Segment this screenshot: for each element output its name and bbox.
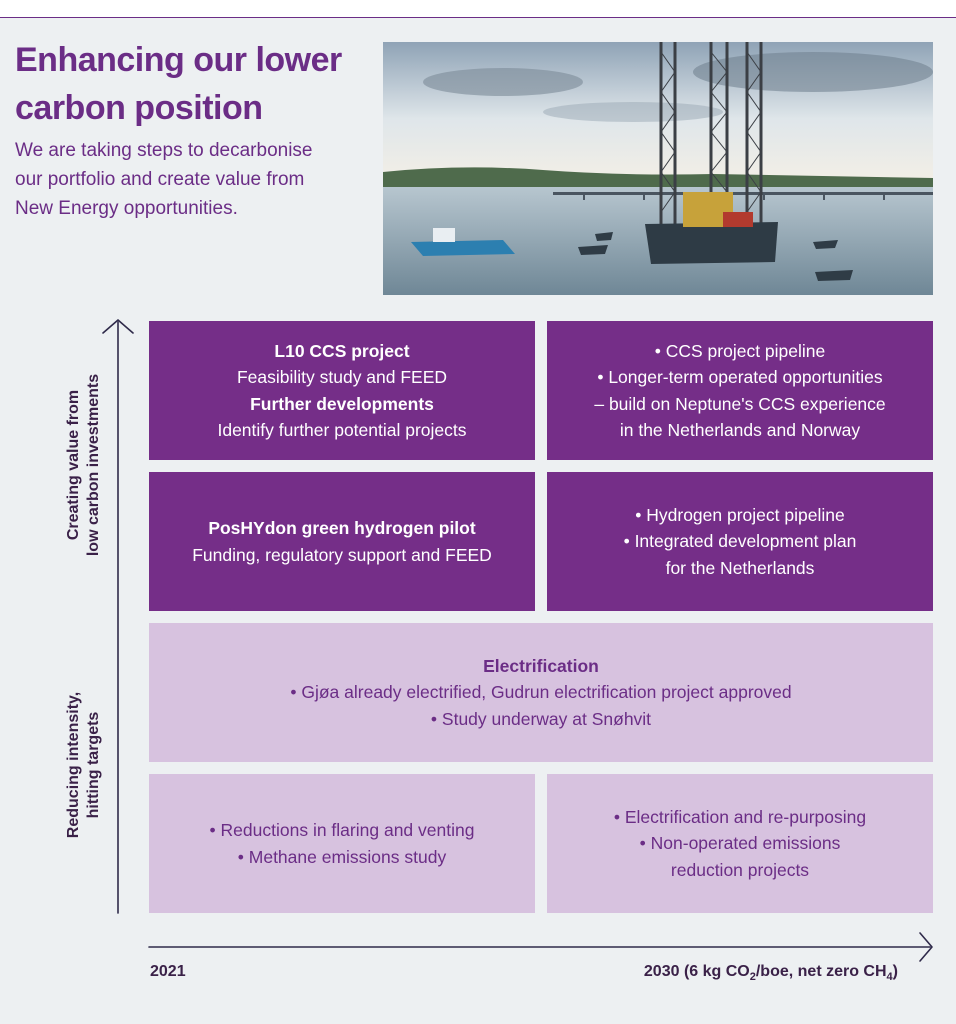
hydrogen-pilot-heading: PosHYdon green hydrogen pilot [208,518,476,538]
y-axis-upper-label [64,355,104,575]
ccs-future-line-3: – build on Neptune's CCS experience [594,393,886,414]
intro-line-1: We are taking steps to decarbonise [15,140,313,161]
x-axis-start-label: 2021 [150,963,186,980]
x-end-sub-1: 2 [749,971,756,984]
hydrogen-future-line-3: for the Netherlands [665,557,815,578]
ccs-project-text: Feasibility study and FEED [236,367,448,387]
x-end-prefix: 2030 (6 kg CO [643,963,750,980]
ccs-project-heading: L10 CCS project [274,340,410,361]
ccs-future-line-2: • Longer-term operated opportunities [597,367,883,387]
intro-line-2: our portfolio and create value from [15,169,305,190]
electrification-heading: Electrification [483,655,599,676]
ccs-future-line-1: • CCS project pipeline [654,340,826,361]
hydrogen-pilot-text: Funding, regulatory support and FEED [192,544,492,565]
y-lower-label-line-2: hitting targets [85,711,102,819]
reductions-future-line-3: reduction projects [670,859,810,880]
further-developments-heading: Further developments [250,393,434,414]
reductions-future-line-2: • Non-operated emissions [639,833,841,854]
hydrogen-future-line-1: • Hydrogen project pipeline [635,504,845,525]
intro-line-3: New Energy opportunities. [15,198,238,219]
electrification-line-2: • Study underway at Snøhvit [430,708,652,729]
x-end-suffix: ) [892,963,898,980]
title-line-1: Enhancing our lower [15,41,342,79]
x-end-sub-2: 4 [886,971,893,984]
reductions-line-2: • Methane emissions study [237,846,447,867]
reductions-line-1: • Reductions in flaring and venting [209,820,475,840]
ccs-future-line-4: in the Netherlands and Norway [619,420,861,440]
y-upper-label-line-2: low carbon investments [85,373,102,557]
electrification-line-1: • Gjøa already electrified, Gudrun electrification project approved [290,682,792,703]
reductions-future-line-1: • Electrification and re-purposing [613,806,867,827]
y-axis-lower-label [64,655,104,875]
y-upper-label-line-1: Creating value from [65,389,82,541]
x-end-mid: /boe, net zero CH [755,963,887,980]
y-lower-label-line-1: Reducing intensity, [65,691,82,839]
further-developments-text: Identify further potential projects [217,420,467,440]
title-line-2: carbon position [15,89,263,127]
hydrogen-future-line-2: • Integrated development plan [623,531,857,552]
x-axis-end-label [644,963,898,983]
